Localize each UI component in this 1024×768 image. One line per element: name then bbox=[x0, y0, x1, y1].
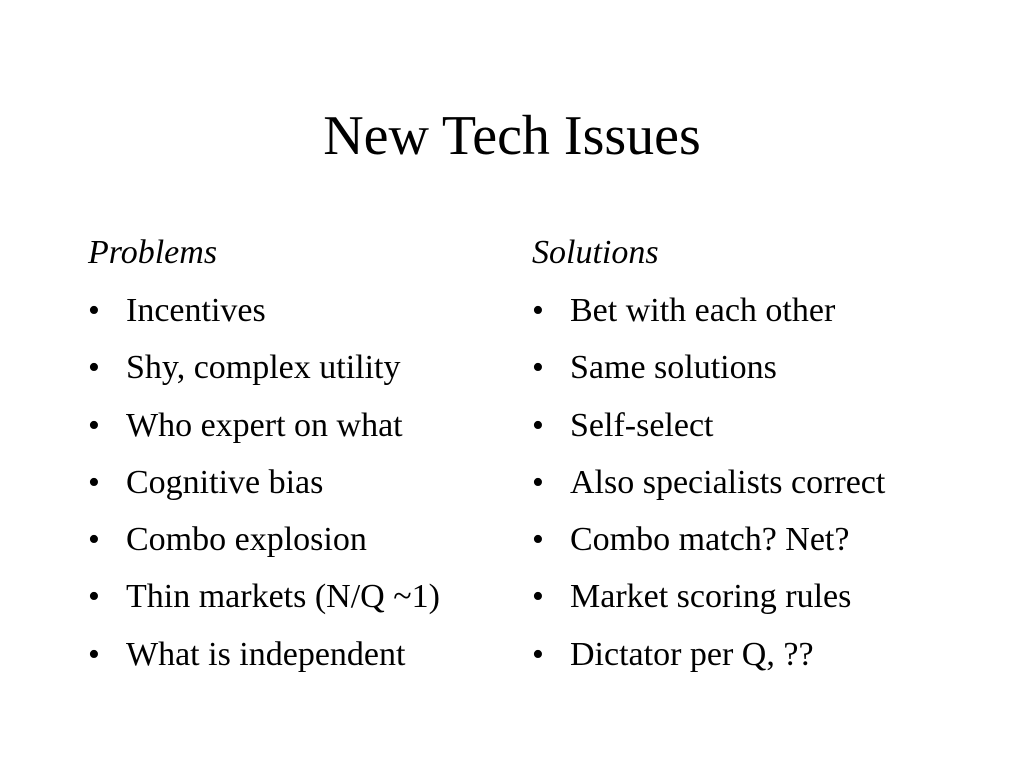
list-item: • Bet with each other bbox=[532, 289, 885, 333]
list-item: • Same solutions bbox=[532, 346, 885, 390]
solutions-list bbox=[532, 289, 885, 677]
problems-list bbox=[88, 289, 440, 677]
list-item: • Combo match? Net? bbox=[532, 518, 885, 562]
slide-title: New Tech Issues bbox=[323, 105, 701, 167]
list-item: • Market scoring rules bbox=[532, 575, 885, 619]
list-item: • Thin markets (N/Q ~1) bbox=[88, 575, 440, 619]
list-item: • Cognitive bias bbox=[88, 461, 440, 505]
list-item: • Dictator per Q, ?? bbox=[532, 633, 885, 677]
list-item: • Combo explosion bbox=[88, 518, 440, 562]
list-item: • Incentives bbox=[88, 289, 440, 333]
solutions-heading: Solutions bbox=[532, 234, 659, 271]
list-item: • Shy, complex utility bbox=[88, 346, 440, 390]
solutions-column bbox=[532, 231, 885, 690]
problems-heading: Problems bbox=[88, 234, 218, 271]
list-item: • Who expert on what bbox=[88, 404, 440, 448]
list-item: • What is independent bbox=[88, 633, 440, 677]
list-item: • Self-select bbox=[532, 404, 885, 448]
problems-column bbox=[88, 231, 440, 690]
list-item: • Also specialists correct bbox=[532, 461, 885, 505]
